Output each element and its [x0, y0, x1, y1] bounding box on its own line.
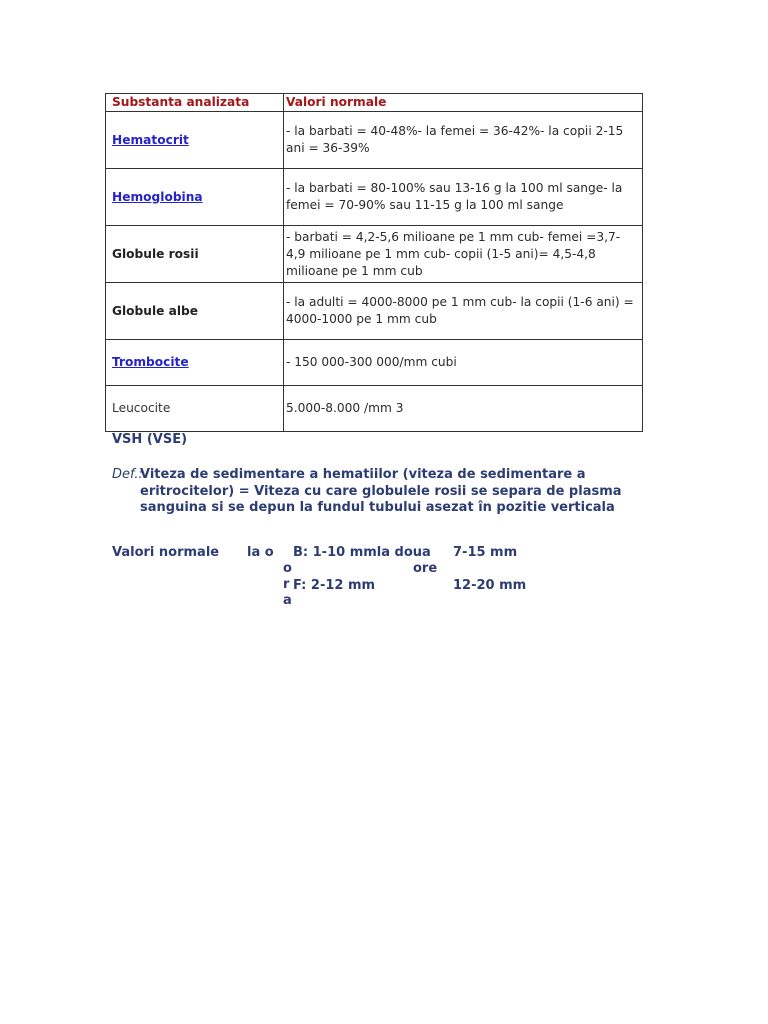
table-row — [106, 226, 643, 283]
normal-value-cell: - la adulti = 4000-8000 pe 1 mm cub- la copii (1-6 ani) = 4000-1000 pe 1 mm cub — [284, 283, 643, 340]
substance-name: Globule rosii — [112, 246, 199, 261]
ora-letter-a: a — [283, 593, 292, 608]
table-row — [106, 169, 643, 226]
substance-link[interactable]: Hemoglobina — [112, 189, 203, 204]
ore-text: ore — [413, 561, 438, 576]
la-o-text: la o — [247, 545, 274, 560]
definition-label: Def.: — [112, 467, 143, 482]
table-row — [106, 386, 643, 432]
f-two-hours-value: 12-20 mm — [453, 578, 527, 593]
substance-name: Globule albe — [112, 303, 199, 318]
normal-value-cell: 5.000-8.000 /mm 3 — [284, 386, 643, 432]
table-row — [106, 340, 643, 386]
vsh-definition — [112, 467, 632, 517]
substance-link[interactable]: Trombocite — [112, 355, 189, 369]
substance-cell[interactable] — [106, 169, 284, 226]
normal-value-cell: - la barbati = 40-48%- la femei = 36-42%- la copii 2-15 ani = 36-39% — [284, 112, 643, 169]
normal-value-cell: - la barbati = 80-100% sau 13-16 g la 100 ml sange- la femei = 70-90% sau 11-15 g la 100 ml sange — [284, 169, 643, 226]
header-substance: Substanta analizata — [106, 94, 284, 112]
table-row — [106, 112, 643, 169]
b-one-hour-value: B: 1-10 mmla doua — [293, 545, 431, 560]
normal-value-cell: - 150 000-300 000/mm cubi — [284, 340, 643, 386]
b-two-hours-value: 7-15 mm — [453, 545, 518, 560]
substance-cell — [106, 283, 284, 340]
definition-text: Viteza de sedimentare a hematiilor (viteza de sedimentare a eritrocitelor) = Viteza cu care globulele rosii se separa de plasma sanguina si se depun la fundul tubului asezat în pozitie verticala — [140, 467, 622, 515]
f-one-hour-value: F: 2-12 mm — [293, 578, 376, 593]
vsh-heading: VSH (VSE) — [112, 432, 188, 447]
substance-cell[interactable] — [106, 340, 284, 386]
substance-cell — [106, 386, 284, 432]
normal-value-cell: - barbati = 4,2-5,6 milioane pe 1 mm cub- femei =3,7-4,9 milioane pe 1 mm cub- copii (1-5 ani)= 4,5-4,8 milioane pe 1 mm cub — [284, 226, 643, 283]
normal-values-label: Valori normale — [112, 545, 220, 560]
normal-values-table — [105, 93, 643, 432]
substance-cell — [106, 226, 284, 283]
ora-letter-r: r — [283, 577, 290, 592]
substance-name: Leucocite — [112, 401, 171, 415]
substance-cell[interactable] — [106, 112, 284, 169]
table-row — [106, 283, 643, 340]
table-header-row — [106, 94, 643, 112]
substance-link[interactable]: Hematocrit — [112, 132, 189, 147]
header-normal-values: Valori normale — [284, 94, 643, 112]
ora-letter-o: o — [283, 561, 292, 576]
